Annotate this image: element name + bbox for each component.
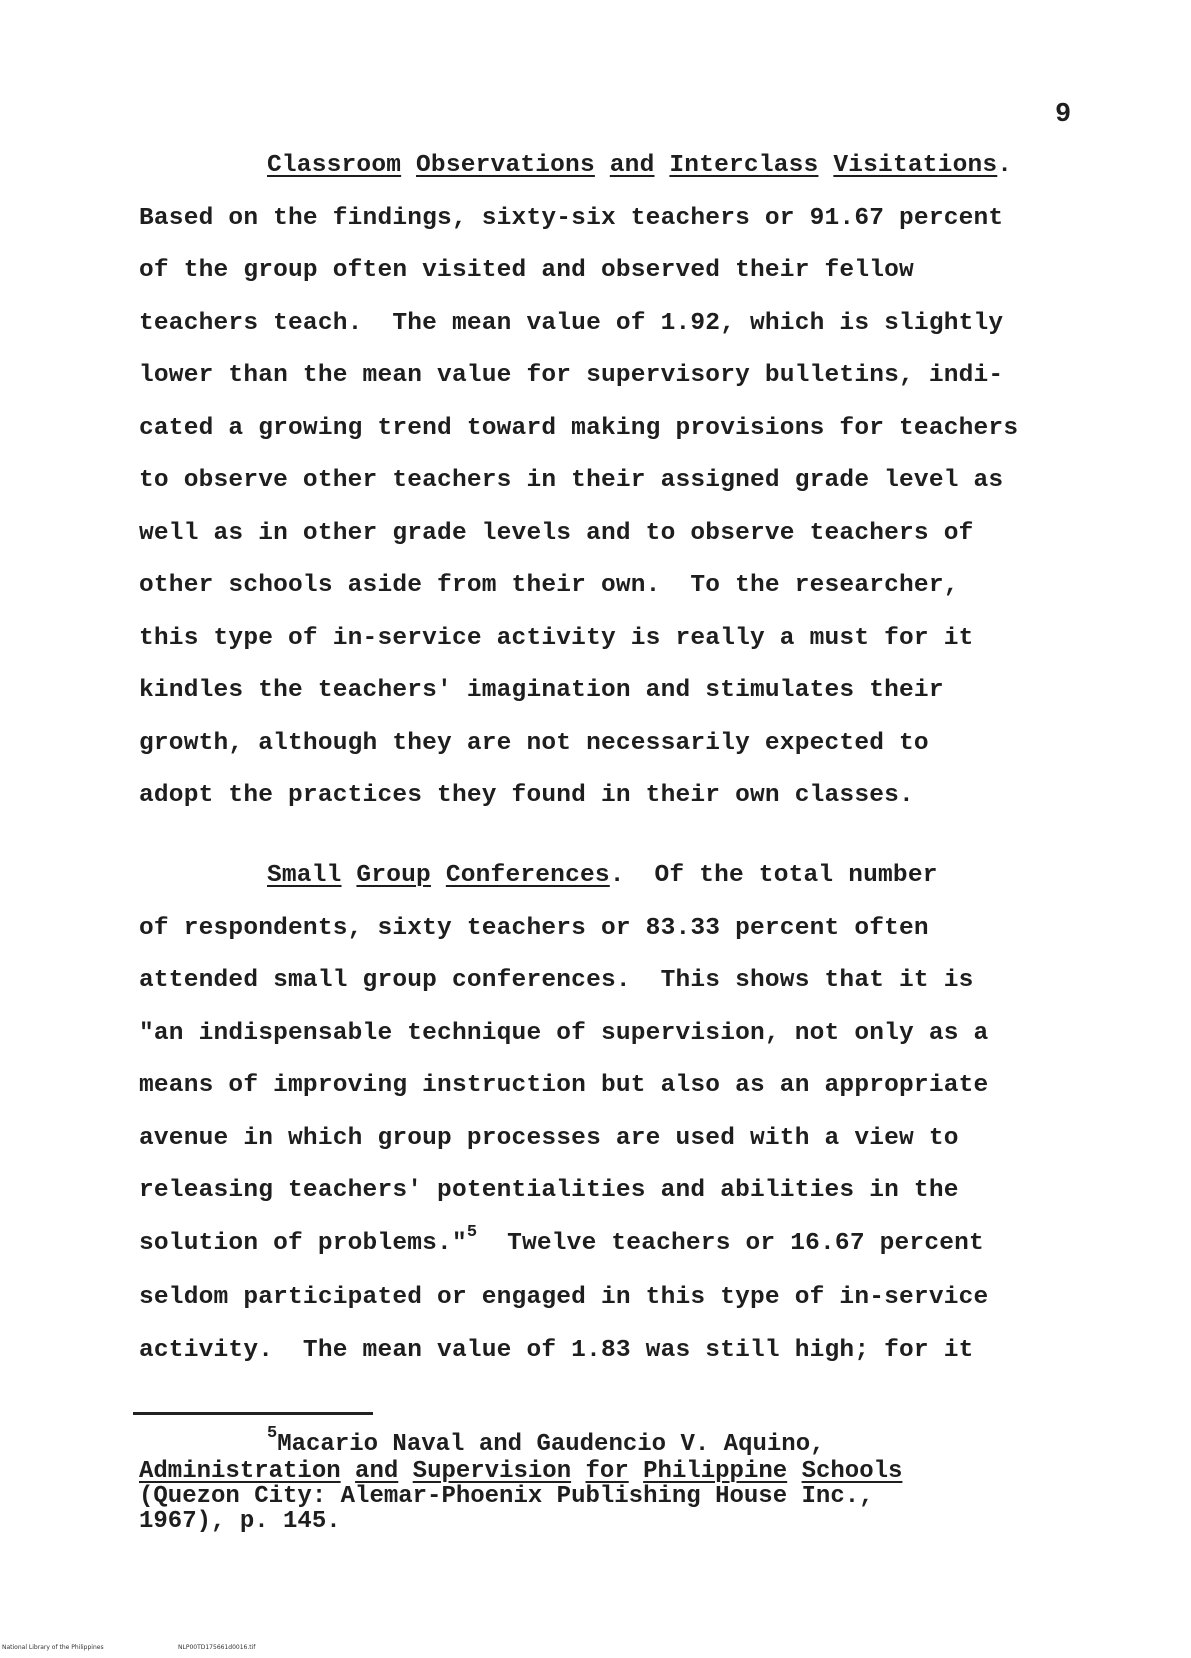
footnote [139, 1424, 1039, 1535]
text-line: growth, although they are not necessarily expected to [139, 729, 929, 757]
text-line: teachers teach. The mean value of 1.92, which is slightly [139, 309, 1004, 337]
title-word: Philippine [643, 1458, 788, 1485]
heading-period: . [609, 862, 625, 889]
heading-word: and [609, 152, 655, 179]
footnote-divider [133, 1412, 373, 1415]
section-small-group-conferences [139, 850, 1079, 1377]
text-line: means of improving instruction but also as an appropriate [139, 1072, 989, 1099]
footnote-number: 5 [267, 1424, 278, 1443]
text-line: activity. The mean value of 1.83 was still high; for it [139, 1336, 974, 1364]
file-id-footer: NLP00TD175661d0016.tif [178, 1644, 256, 1651]
heading-word: Interclass [669, 152, 819, 179]
text-line: Based on the findings, sixty-six teachers or 91.67 percent [139, 204, 1004, 232]
text-line: kindles the teachers' imagination and stimulates their [139, 677, 944, 704]
footnote-publisher: (Quezon City: Alemar-Phoenix Publishing House Inc., [139, 1483, 874, 1510]
section-heading [139, 140, 1079, 193]
heading-period: . [997, 152, 1013, 179]
heading-word: Conferences [445, 862, 610, 889]
text-line: avenue in which group processes are used with a view to [139, 1124, 959, 1152]
text-line: other schools aside from their own. To the researcher, [139, 572, 959, 599]
heading-word: Observations [416, 152, 595, 179]
heading-rest: Of the total number [624, 862, 938, 889]
text-line: seldom participated or engaged in this type of in-service [139, 1284, 989, 1311]
title-word: for [585, 1458, 629, 1485]
title-word: Supervision [412, 1458, 572, 1485]
footnote-title [139, 1459, 1039, 1484]
section-heading [139, 850, 1079, 903]
footnote-authors-line [139, 1424, 1039, 1459]
heading-word: Visitations [833, 152, 998, 179]
text-fragment: solution of problems." [139, 1229, 467, 1257]
text-line: to observe other teachers in their assigned grade level as [139, 467, 1004, 494]
title-word: and [355, 1458, 399, 1485]
text-line: well as in other grade levels and to observe teachers of [139, 519, 974, 547]
text-line: of the group often visited and observed their fellow [139, 257, 914, 284]
footnote-year-page: 1967), p. 145. [139, 1508, 341, 1535]
section-classroom-observations [139, 140, 1079, 823]
text-line: of respondents, sixty teachers or 83.33 percent often [139, 914, 929, 942]
text-line: lower than the mean value for supervisory bulletins, indi- [139, 362, 1004, 389]
text-line: releasing teachers' potentialities and abilities in the [139, 1177, 959, 1204]
heading-word: Small [267, 862, 342, 889]
library-footer: National Library of the Philippines [2, 1644, 104, 1651]
heading-word: Group [356, 862, 431, 889]
title-word: Administration [139, 1458, 341, 1485]
footnote-authors: Macario Naval and Gaudencio V. Aquino, [277, 1431, 825, 1458]
heading-word: Classroom [267, 152, 402, 179]
text-fragment: Twelve teachers or 16.67 percent [477, 1229, 984, 1257]
text-line: cated a growing trend toward making provisions for teachers [139, 414, 1019, 442]
text-line: this type of in-service activity is really a must for it [139, 624, 974, 652]
title-word: Schools [801, 1458, 903, 1485]
text-line: attended small group conferences. This shows that it is [139, 967, 974, 994]
text-line: adopt the practices they found in their own classes. [139, 782, 914, 809]
footnote-reference[interactable]: 5 [466, 1222, 478, 1242]
page-number: 9 [1055, 100, 1072, 130]
text-line-with-footnote [139, 1218, 1079, 1273]
text-line: "an indispensable technique of supervision, not only as a [139, 1019, 989, 1047]
